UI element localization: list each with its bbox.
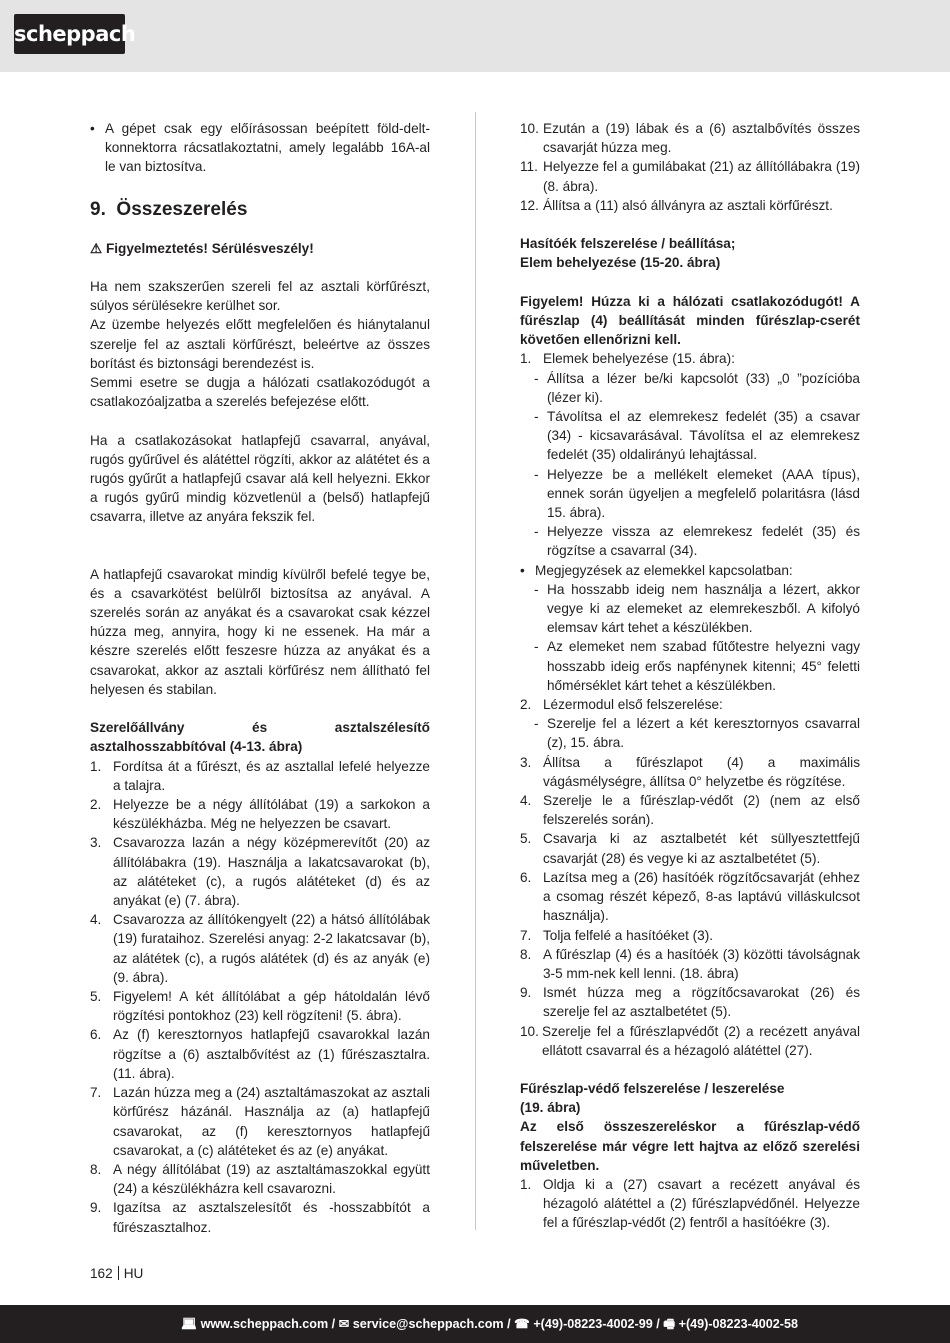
list-item: 3. Állítsa a fűrészlapot (4) a maximális vágásmélységre, állítsa 0° helyzetbe és rögzítése.: [520, 754, 860, 789]
email-icon: ✉︎: [338, 1317, 350, 1331]
intro-bullet: • A gépet csak egy előírásossan beépített föld-delt-konnektorra rácsatlakoztatni, amely legalább 16A-al le van biztosítva.: [90, 119, 430, 177]
dash-item: - Szerelje fel a lézert a két keresztornyos csavarral (z), 15. ábra.: [534, 716, 860, 751]
dash-item: - Távolítsa el az elemrekesz fedelét (35) a csavar (34) - kicsavarásával. Távolítsa el az elemrekesz fedelét (35) oldalirányú lehajtással.: [534, 409, 860, 463]
list-item: 8. A fűrészlap (4) és a hasítóék (3) közötti távolságnak 3-5 mm-nek kell lenni. (18. ábra): [520, 946, 860, 981]
left-column: [90, 119, 430, 1237]
dash-item: - Állítsa a lézer be/ki kapcsolót (33) „0 ”pozícióba (lézer ki).: [534, 370, 860, 405]
list-item: 4. Csavarozza az állítókengyelt (22) a hátsó állítólábak (19) furataihoz. Szerelési anyag: 2-2 lakatcsavar (b), az alátétek (c), a rugós alátétek (d) és az anyák (e) (9. ábra).: [90, 912, 430, 985]
bold-paragraph: Az első összeszereléskor a fűrészlap-védő felszerelése már végre lett hajtva az előző szerelési műveletben.: [520, 1119, 860, 1173]
brand-logo: scheppach: [14, 14, 125, 54]
subheading: Fűrészlap-védő felszerelése / leszerelése (19. ábra): [520, 1080, 785, 1116]
warning-icon: ⚠: [90, 240, 103, 256]
column-divider: [475, 112, 476, 1230]
computer-icon: 💻︎: [181, 1317, 198, 1331]
website-link[interactable]: www.scheppach.com: [200, 1317, 329, 1331]
assembly-steps: [90, 757, 430, 1237]
warning-heading: [90, 239, 430, 258]
header-bar: [0, 0, 950, 72]
paragraph: A hatlapfejű csavarokat mindig kívülről befelé tegye be, és a csavarkötést belülről biztosítsa az anyával. A szerelés során az anyákat és a csavarokat csak kézzel húzza meg, annyira, hogy ki ne essenek. Ha már a készre szerelés előtt feszesre húzza az anyákat és a csavarokat, akkor az asztali körfűrész nem állítható fel helyesen és stabilan.: [90, 566, 430, 697]
section-title: Összeszerelés: [116, 198, 248, 220]
list-item: 12. Állítsa a (11) alsó állványra az asztali körfűrészt.: [520, 197, 833, 213]
section-heading: [90, 197, 430, 223]
footer-bar: 💻︎ www.scheppach.com / ✉︎ service@scheppach.com / ☎︎ +(49)-08223-4002-99 / 🖷︎ +(49)-08223-4002-58: [0, 1305, 950, 1343]
list-item: 1. Fordítsa át a fűrészt, és az asztallal lefelé helyezze a talajra.: [90, 758, 430, 793]
bullet-item: • Megjegyzések az elemekkel kapcsolatban:: [520, 562, 793, 578]
dash-item: - Az elemeket nem szabad fűtőtestre helyezni vagy hosszabb ideig erős napfénynek kitenni; 45° feletti hőmérséklet kárt tehet a készülékben.: [534, 639, 860, 693]
paragraph: Ha nem szakszerűen szereli fel az asztali körfűrészt, súlyos sérülésekre kerülhet sor.: [90, 279, 430, 314]
list-item: 7. Lazán húzza meg a (24) asztaltámaszokat az asztali körfűrész házánál. Használja az (a) hatlapfejű csavarokat, az (f) keresztornyos hatlapfejű csavarokat, a (c) alátéteket és az (e) anyákat.: [90, 1085, 430, 1158]
warning-paragraph: Figyelem! Húzza ki a hálózati csatlakozódugót! A fűrészlap (4) beállítását minden fűrészlap-cserét követően ellenőrizni kell.: [520, 293, 860, 348]
fax-icon: 🖷︎: [663, 1317, 676, 1331]
dash-item: - Helyezze be a mellékelt elemeket (AAA típus), ennek során ügyeljen a megfelelő polaritásra (lásd 15. ábra).: [534, 466, 860, 521]
right-column: [520, 119, 860, 1233]
assembly-steps-continued: [520, 119, 860, 215]
list-item: 5. Figyelem! A két állítólábat a gép hátoldalán lévő rögzítési pontokhoz (23) kell rögzíteni! (5. ábra).: [90, 989, 430, 1024]
list-item: 1. Elemek behelyezése (15. ábra):: [520, 351, 735, 367]
paragraph: Az üzembe helyezés előtt megfelelően és hiánytalanul szerelje fel az asztali körfűrészt, beleértve az összes borítást és biztonsági berendezést is.: [90, 317, 430, 371]
intro-bullet-text: A gépet csak egy előírásossan beépített föld-delt-konnektorra rácsatlakoztatni, amely legalább 16A-al le van biztosítva.: [105, 121, 430, 175]
subheading: Hasítóék felszerelése / beállítása; Elem behelyezése (15-20. ábra): [520, 236, 736, 271]
list-item: 9. Igazítsa az asztalszelesítőt és -hosszabbítót a fűrészasztalhoz.: [90, 1200, 430, 1235]
list-item: 8. A négy állítólábat (19) az asztaltámaszokkal együtt (24) a készülékházra kell csavarozni.: [90, 1161, 430, 1197]
section-number: 9.: [90, 198, 106, 220]
list-item: 10. Szerelje fel a fűrészlapvédőt (2) a recézett anyával ellátott csavarral és a hézagoló alátéttel (27).: [520, 1023, 860, 1058]
subheading: Szerelőállvány és asztalszélesítő asztalhosszabbítóval (4-13. ábra): [90, 720, 430, 755]
warning-title: Figyelmeztetés! Sérülésveszély!: [105, 240, 314, 256]
list-item: 6. Az (f) keresztornyos hatlapfejű csavarokkal lazán rögzítse a (6) asztalbővítést az (1) fűrészasztalra. (11. ábra).: [90, 1027, 430, 1081]
list-item: 10. Ezután a (19) lábak és a (6) asztalbővítés összes csavarját húzza meg.: [520, 121, 860, 156]
paragraph: Semmi esetre se dugja a hálózati csatlakozódugót a csatlakozóaljzatba a szerelés befejezése előtt.: [90, 375, 430, 410]
phone-number: +(49)-08223-4002-99: [533, 1317, 653, 1331]
list-item: 1. Oldja ki a (27) csavart a recézett anyával és hézagoló alátéttel a (2) fűrészlapvédőnél. Helyezze fel a fűrészlap-védőt (2) fentről a hasítóékre (3).: [520, 1176, 860, 1231]
list-item: 4. Szerelje le a fűrészlap-védőt (2) (nem az első felszerelés során).: [520, 793, 860, 828]
email-link[interactable]: service@scheppach.com: [352, 1317, 504, 1331]
list-item: 6. Lazítsa meg a (26) hasítóék rögzítőcsavarját (ehhez a csomag részét képező, 8-as laptávú villáskulcsot használja).: [520, 869, 860, 924]
dash-item: - Ha hosszabb ideig nem használja a lézert, akkor vegye ki az elemeket az elemrekeszből. A kifolyó elemsav kárt tehet a készülékben.: [534, 581, 860, 636]
fax-number: +(49)-08223-4002-58: [678, 1317, 798, 1331]
list-item: 11. Helyezze fel a gumilábakat (21) az állítóllábakra (19) (8. ábra).: [520, 159, 860, 194]
list-item: 5. Csavarja ki az asztalbetét két süllyesztettfejű csavarját (28) és vegye ki az asztalbetétet (5).: [520, 831, 860, 866]
paragraph: Ha a csatlakozásokat hatlapfejű csavarral, anyával, rugós gyűrűvel és alátéttel rögzíti, akkor az alátétet és a rugós gyűrűt a hatlapfejű csavar alá kell helyezni. Ekkor a rugós gyűrű mindig közvetlenül a (belső) hatlapfejű csavarra, illetve az anyára fekszik fel.: [90, 432, 430, 525]
list-item: 2. Helyezze be a négy állítólábat (19) a sarkokon a készülékházba. Még ne helyezzen be csavart.: [90, 797, 430, 832]
list-item: 9. Ismét húzza meg a rögzítőcsavarokat (26) és szerelje fel az asztalbetétet (5).: [520, 985, 860, 1020]
dash-item: - Helyezze vissza az elemrekesz fedelét (35) és rögzítse a csavarral (34).: [534, 524, 860, 559]
list-item: 2. Lézermodul első felszerelése:: [520, 697, 723, 713]
list-item: 7. Tolja felfelé a hasítóéket (3).: [520, 927, 714, 943]
phone-icon: ☎︎: [514, 1317, 530, 1331]
page-number: 162 HU: [90, 1266, 144, 1281]
list-item: 3. Csavarozza lazán a négy középmerevítőt (20) az állítólábakra (19). Használja a lakatcsavarokat (b), az alátéteket (c), a rugós alátéteket (d) és az anyákat (e) (7. ábra).: [90, 835, 430, 909]
